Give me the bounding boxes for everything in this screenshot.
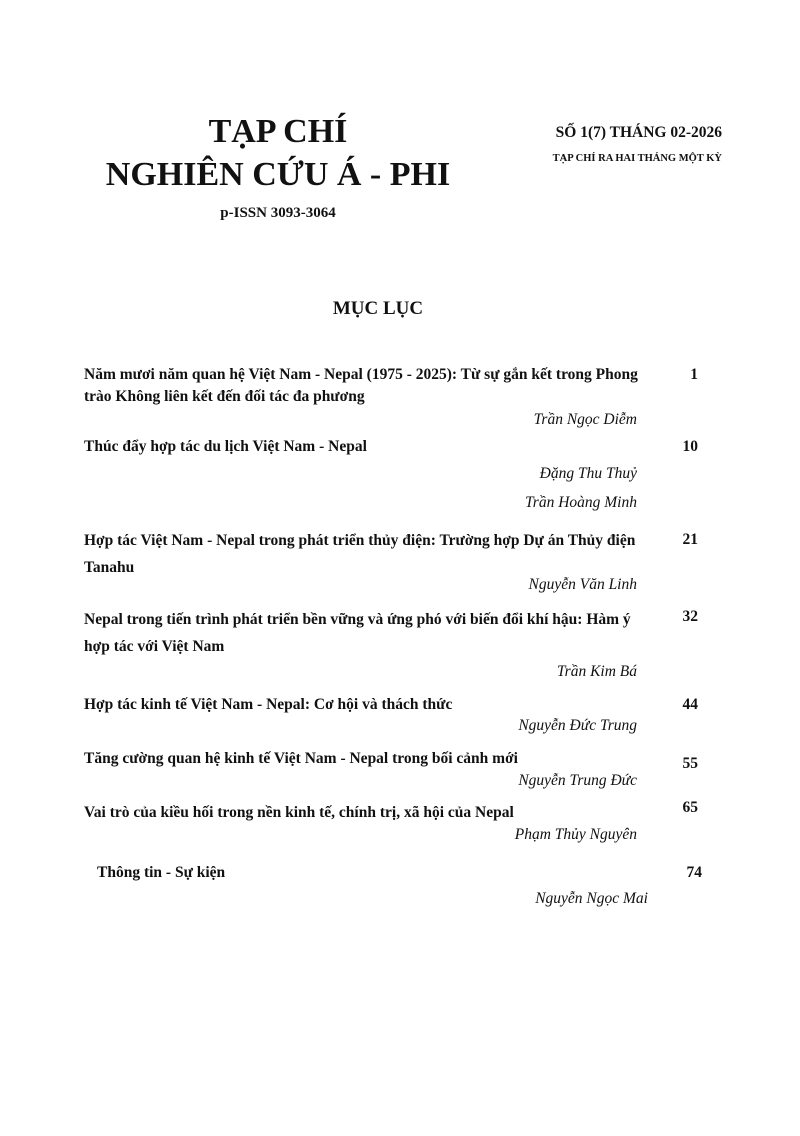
toc-entry-3-title: Hợp tác Việt Nam - Nepal trong phát triển thủy điện: Trường hợp Dự án Thủy điện Tanahu [84, 532, 636, 576]
toc-entry-4-author: Trần Kim Bá [556, 663, 637, 680]
toc-entry-4-page: 32 [682, 608, 698, 625]
toc-entry-7-page: 65 [682, 799, 698, 816]
toc-entry-2-title: Thúc đẩy hợp tác du lịch Việt Nam - Nepal [84, 438, 367, 455]
issn: p-ISSN 3093-3064 [220, 205, 336, 221]
toc-entry-6-author: Nguyễn Trung Đức [518, 772, 637, 789]
toc-entry-7-author: Phạm Thủy Nguyên [514, 826, 637, 843]
toc-entry-1-page: 1 [690, 366, 698, 383]
toc-entry-8-title: Thông tin - Sự kiện [97, 864, 226, 881]
toc-entry-1-author: Trần Ngọc Diễm [533, 411, 637, 428]
toc-entry-5-page: 44 [682, 696, 698, 713]
publication-frequency: TẠP CHÍ RA HAI THÁNG MỘT KỲ [552, 153, 722, 164]
toc-entry-1-title: Năm mươi năm quan hệ Việt Nam - Nepal (1975 - 2025): Từ sự gắn kết trong Phong trào Không liên kết đến đối tác đa phương [84, 366, 638, 405]
toc-entry-2-author-1: Đặng Thu Thuỷ [539, 465, 637, 482]
toc-entry-6-title: Tăng cường quan hệ kinh tế Việt Nam - Nepal trong bối cảnh mới [84, 750, 518, 767]
toc-entry-2-page: 10 [682, 438, 698, 455]
toc-entry-4-title: Nepal trong tiến trình phát triển bền vững và ứng phó với biến đổi khí hậu: Hàm ý hợp tác với Việt Nam [84, 611, 631, 655]
issue-number: SỐ 1(7) THÁNG 02-2026 [555, 124, 722, 141]
toc-entry-3-author: Nguyễn Văn Linh [528, 576, 637, 593]
toc-entry-8-author: Nguyễn Ngọc Mai [535, 890, 648, 907]
toc-entry-2-author-2: Trần Hoàng Minh [525, 494, 637, 511]
journal-title-line-1: TẠP CHÍ [208, 113, 348, 150]
toc-entry-3-page: 21 [682, 531, 698, 548]
toc-entry-7-title: Vai trò của kiều hối trong nền kinh tế, chính trị, xã hội của Nepal [84, 804, 514, 821]
toc-entry-8-page: 74 [686, 864, 702, 881]
toc-heading: MỤC LỤC [332, 298, 424, 319]
toc-entry-5-title: Hợp tác kinh tế Việt Nam - Nepal: Cơ hội và thách thức [84, 696, 453, 713]
toc-entry-5-author: Nguyễn Đức Trung [518, 717, 637, 734]
journal-title-line-2: NGHIÊN CỨU Á - PHI [105, 156, 451, 193]
toc-entry-6-page: 55 [682, 755, 698, 772]
